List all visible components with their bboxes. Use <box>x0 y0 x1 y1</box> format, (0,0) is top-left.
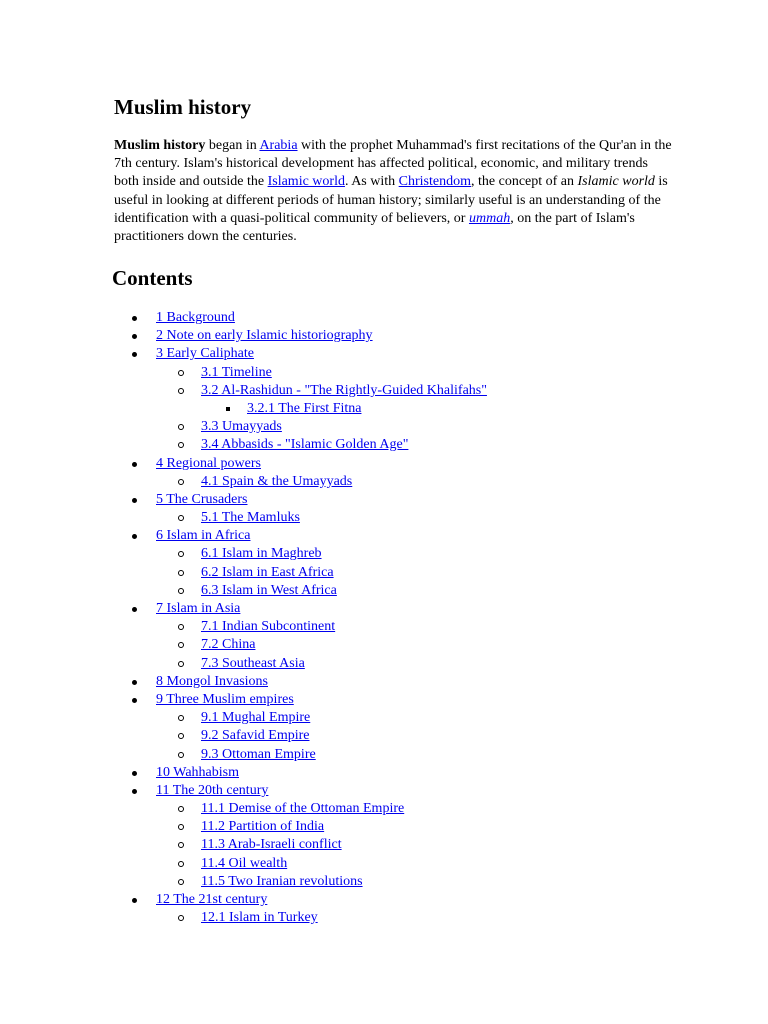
bullet-disc-icon <box>132 334 137 339</box>
intro-text: is useful in looking at different periods of human history; similarly useful is an understanding of the identification with a quasi-political community of believers, or <box>114 174 668 226</box>
bullet-disc-icon <box>132 789 137 794</box>
toc-link[interactable]: 11 The 20th century <box>156 782 269 798</box>
toc-link[interactable]: 11.3 Arab-Israeli conflict <box>201 837 342 853</box>
bullet-circle-icon <box>178 370 184 376</box>
toc-item <box>0 327 768 345</box>
toc-link[interactable]: 1 Background <box>156 310 235 325</box>
toc-link[interactable]: 9 Three Muslim empires <box>156 691 294 707</box>
bullet-circle-icon <box>178 479 184 485</box>
toc-item <box>0 382 768 400</box>
bullet-circle-icon <box>178 824 184 830</box>
intro-text: . As with <box>344 174 399 190</box>
bullet-circle-icon <box>178 661 184 667</box>
toc-item <box>0 673 768 691</box>
toc-item <box>0 491 768 509</box>
toc-link[interactable]: 11.5 Two Iranian revolutions <box>201 873 363 889</box>
bullet-circle-icon <box>178 424 184 430</box>
toc-link[interactable]: 6.1 Islam in Maghreb <box>201 546 322 562</box>
bullet-square-icon <box>226 407 230 411</box>
toc-link[interactable]: 6 Islam in Africa <box>156 528 251 544</box>
toc-item <box>0 691 768 709</box>
bullet-circle-icon <box>178 879 184 885</box>
bullet-circle-icon <box>178 515 184 521</box>
bullet-circle-icon <box>178 442 184 448</box>
toc-item <box>0 618 768 636</box>
intro-italic-islamic-world: Islamic world <box>577 174 655 190</box>
bullet-circle-icon <box>178 806 184 812</box>
toc-link[interactable]: 5.1 The Mamluks <box>201 510 300 526</box>
intro-text: , the concept of an <box>471 174 578 190</box>
toc-item <box>0 564 768 582</box>
toc-item <box>0 600 768 618</box>
table-of-contents <box>0 309 768 927</box>
toc-link[interactable]: 7 Islam in Asia <box>156 601 241 616</box>
toc-item <box>0 709 768 727</box>
link-arabia[interactable]: Arabia <box>259 138 298 153</box>
toc-item <box>0 800 768 818</box>
intro-paragraph <box>114 137 674 246</box>
page-title: Muslim history <box>114 95 252 119</box>
toc-link[interactable]: 9.3 Ottoman Empire <box>201 746 316 762</box>
toc-link[interactable]: 3.1 Timeline <box>201 364 272 380</box>
bullet-disc-icon <box>132 498 137 503</box>
bullet-circle-icon <box>178 570 184 576</box>
bullet-disc-icon <box>132 316 137 321</box>
link-islamic-world[interactable]: Islamic world <box>267 174 345 190</box>
bullet-circle-icon <box>178 551 184 557</box>
toc-item <box>0 727 768 745</box>
bullet-circle-icon <box>178 388 184 394</box>
bullet-circle-icon <box>178 752 184 758</box>
toc-link[interactable]: 3.2.1 The First Fitna <box>247 400 362 416</box>
toc-link[interactable]: 6.2 Islam in East Africa <box>201 564 334 580</box>
toc-link[interactable]: 7.3 Southeast Asia <box>201 655 305 671</box>
toc-item <box>0 891 768 909</box>
toc-link[interactable]: 7.2 China <box>201 637 256 653</box>
toc-link[interactable]: 11.4 Oil wealth <box>201 855 288 871</box>
toc-link[interactable]: 12 The 21st century <box>156 892 268 907</box>
toc-link[interactable]: 9.2 Safavid Empire <box>201 728 310 744</box>
toc-link[interactable]: 3.4 Abbasids - "Islamic Golden Age" <box>201 437 409 453</box>
bullet-disc-icon <box>132 680 137 685</box>
bullet-circle-icon <box>178 624 184 630</box>
bullet-disc-icon <box>132 771 137 776</box>
toc-link[interactable]: 10 Wahhabism <box>156 764 239 780</box>
toc-item <box>0 764 768 782</box>
link-ummah[interactable]: ummah <box>468 210 511 226</box>
toc-link[interactable]: 12.1 Islam in Turkey <box>201 910 318 926</box>
toc-item <box>0 909 768 927</box>
toc-item <box>0 309 768 327</box>
bullet-circle-icon <box>178 915 184 921</box>
bullet-disc-icon <box>132 898 137 903</box>
toc-item <box>0 582 768 600</box>
toc-item <box>0 746 768 764</box>
bullet-circle-icon <box>178 842 184 848</box>
bullet-circle-icon <box>178 715 184 721</box>
bullet-disc-icon <box>132 534 137 539</box>
toc-item <box>0 818 768 836</box>
toc-link[interactable]: 9.1 Mughal Empire <box>201 710 311 726</box>
toc-link[interactable]: 7.1 Indian Subcontinent <box>201 619 336 635</box>
toc-link[interactable]: 4 Regional powers <box>156 455 261 471</box>
bullet-disc-icon <box>132 607 137 612</box>
toc-link[interactable]: 3 Early Caliphate <box>156 346 254 362</box>
toc-item <box>0 782 768 800</box>
bullet-disc-icon <box>132 462 137 467</box>
toc-link[interactable]: 11.1 Demise of the Ottoman Empire <box>201 801 405 817</box>
intro-bold-term: Muslim history <box>114 138 206 153</box>
toc-link[interactable]: 11.2 Partition of India <box>201 819 325 835</box>
toc-item <box>0 855 768 873</box>
toc-link[interactable]: 3.3 Umayyads <box>201 419 282 435</box>
bullet-disc-icon <box>132 698 137 703</box>
toc-item <box>0 345 768 363</box>
toc-item <box>0 655 768 673</box>
intro-text: began in <box>205 138 260 153</box>
toc-item <box>0 473 768 491</box>
toc-link[interactable]: 8 Mongol Invasions <box>156 673 268 689</box>
toc-item <box>0 527 768 545</box>
toc-link[interactable]: 3.2 Al-Rashidun - "The Rightly-Guided Khalifahs" <box>201 382 487 398</box>
toc-item <box>0 455 768 473</box>
link-christendom[interactable]: Christendom <box>398 174 471 190</box>
toc-item <box>0 545 768 563</box>
toc-item <box>0 436 768 454</box>
toc-link[interactable]: 5 The Crusaders <box>156 491 248 507</box>
toc-item <box>0 364 768 382</box>
bullet-circle-icon <box>178 861 184 867</box>
toc-item <box>0 509 768 527</box>
toc-link[interactable]: 4.1 Spain & the Umayyads <box>201 473 353 489</box>
toc-item <box>0 400 768 418</box>
contents-heading: Contents <box>112 266 193 290</box>
toc-item <box>0 873 768 891</box>
toc-link[interactable]: 2 Note on early Islamic historiography <box>156 328 373 344</box>
toc-link[interactable]: 6.3 Islam in West Africa <box>201 582 337 598</box>
toc-item <box>0 636 768 654</box>
toc-item <box>0 418 768 436</box>
intro-text: with the prophet Muhammad's first recitations of the Qur'an in the 7th century. Islam's historical development has affected political, economic, and military trends both inside and outside the <box>114 138 672 190</box>
bullet-circle-icon <box>178 642 184 648</box>
bullet-disc-icon <box>132 352 137 357</box>
intro-text: , on the part of Islam's practitioners down the centuries. <box>114 210 635 245</box>
bullet-circle-icon <box>178 588 184 594</box>
bullet-circle-icon <box>178 733 184 739</box>
toc-item <box>0 836 768 854</box>
